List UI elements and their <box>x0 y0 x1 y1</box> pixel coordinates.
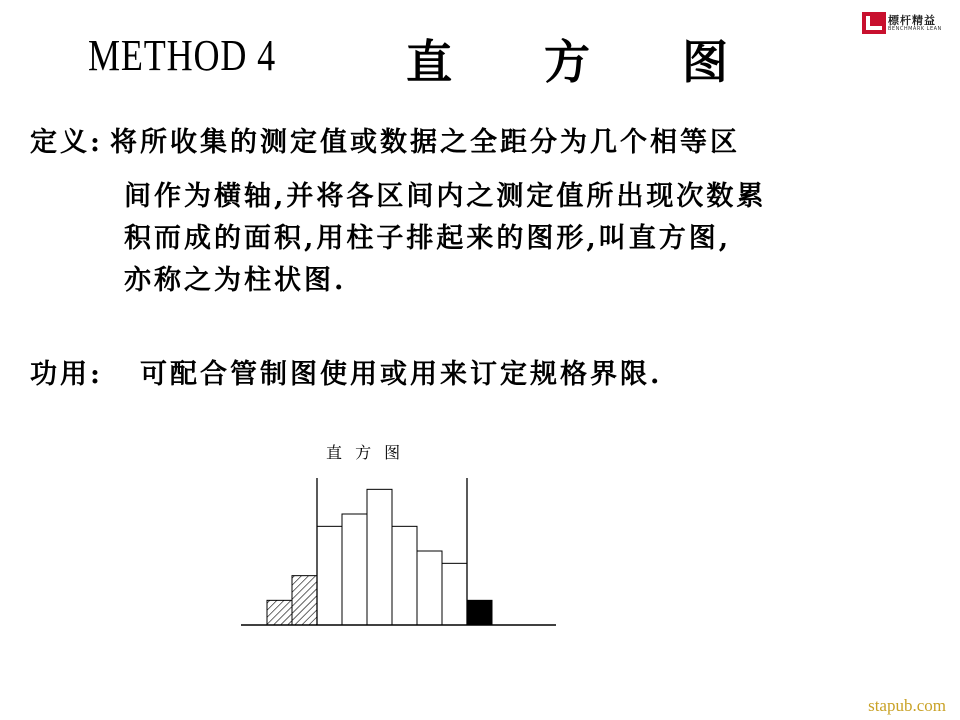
definition-line-3: 积而成的面积,用柱子排起来的图形,叫直方图, <box>124 223 732 254</box>
definition-line-1: 将所收集的测定值或数据之全距分为几个相等区 <box>110 127 740 158</box>
histogram-bar-8 <box>442 563 467 625</box>
page-title-method: METHOD 4 <box>88 31 276 80</box>
histogram-bar-4 <box>342 514 367 625</box>
histogram-bar-7 <box>417 551 442 625</box>
page-title-chinese: 直 方 图 <box>406 35 767 89</box>
logo-subtext: BENCHMARK LEAN <box>888 26 942 32</box>
histogram-bar-9 <box>467 600 492 625</box>
chart-title: 直 方 图 <box>326 443 405 462</box>
definition-label: 定义: <box>30 127 103 158</box>
function-text: 可配合管制图使用或用来订定规格界限. <box>140 359 663 390</box>
definition-line-4: 亦称之为柱状图. <box>124 265 347 296</box>
histogram-bar-1 <box>267 600 292 625</box>
histogram-bar-6 <box>392 526 417 625</box>
histogram-bar-3 <box>317 526 342 625</box>
definition-line-2: 间作为横轴,并将各区间内之测定值所出现次数累 <box>124 181 767 212</box>
function-label: 功用: <box>30 359 103 390</box>
histogram-bar-5 <box>367 489 392 625</box>
footer-watermark: stapub.com <box>868 696 946 715</box>
histogram-bar-2 <box>292 576 317 625</box>
logo-text: 標杆精益 <box>888 14 936 27</box>
